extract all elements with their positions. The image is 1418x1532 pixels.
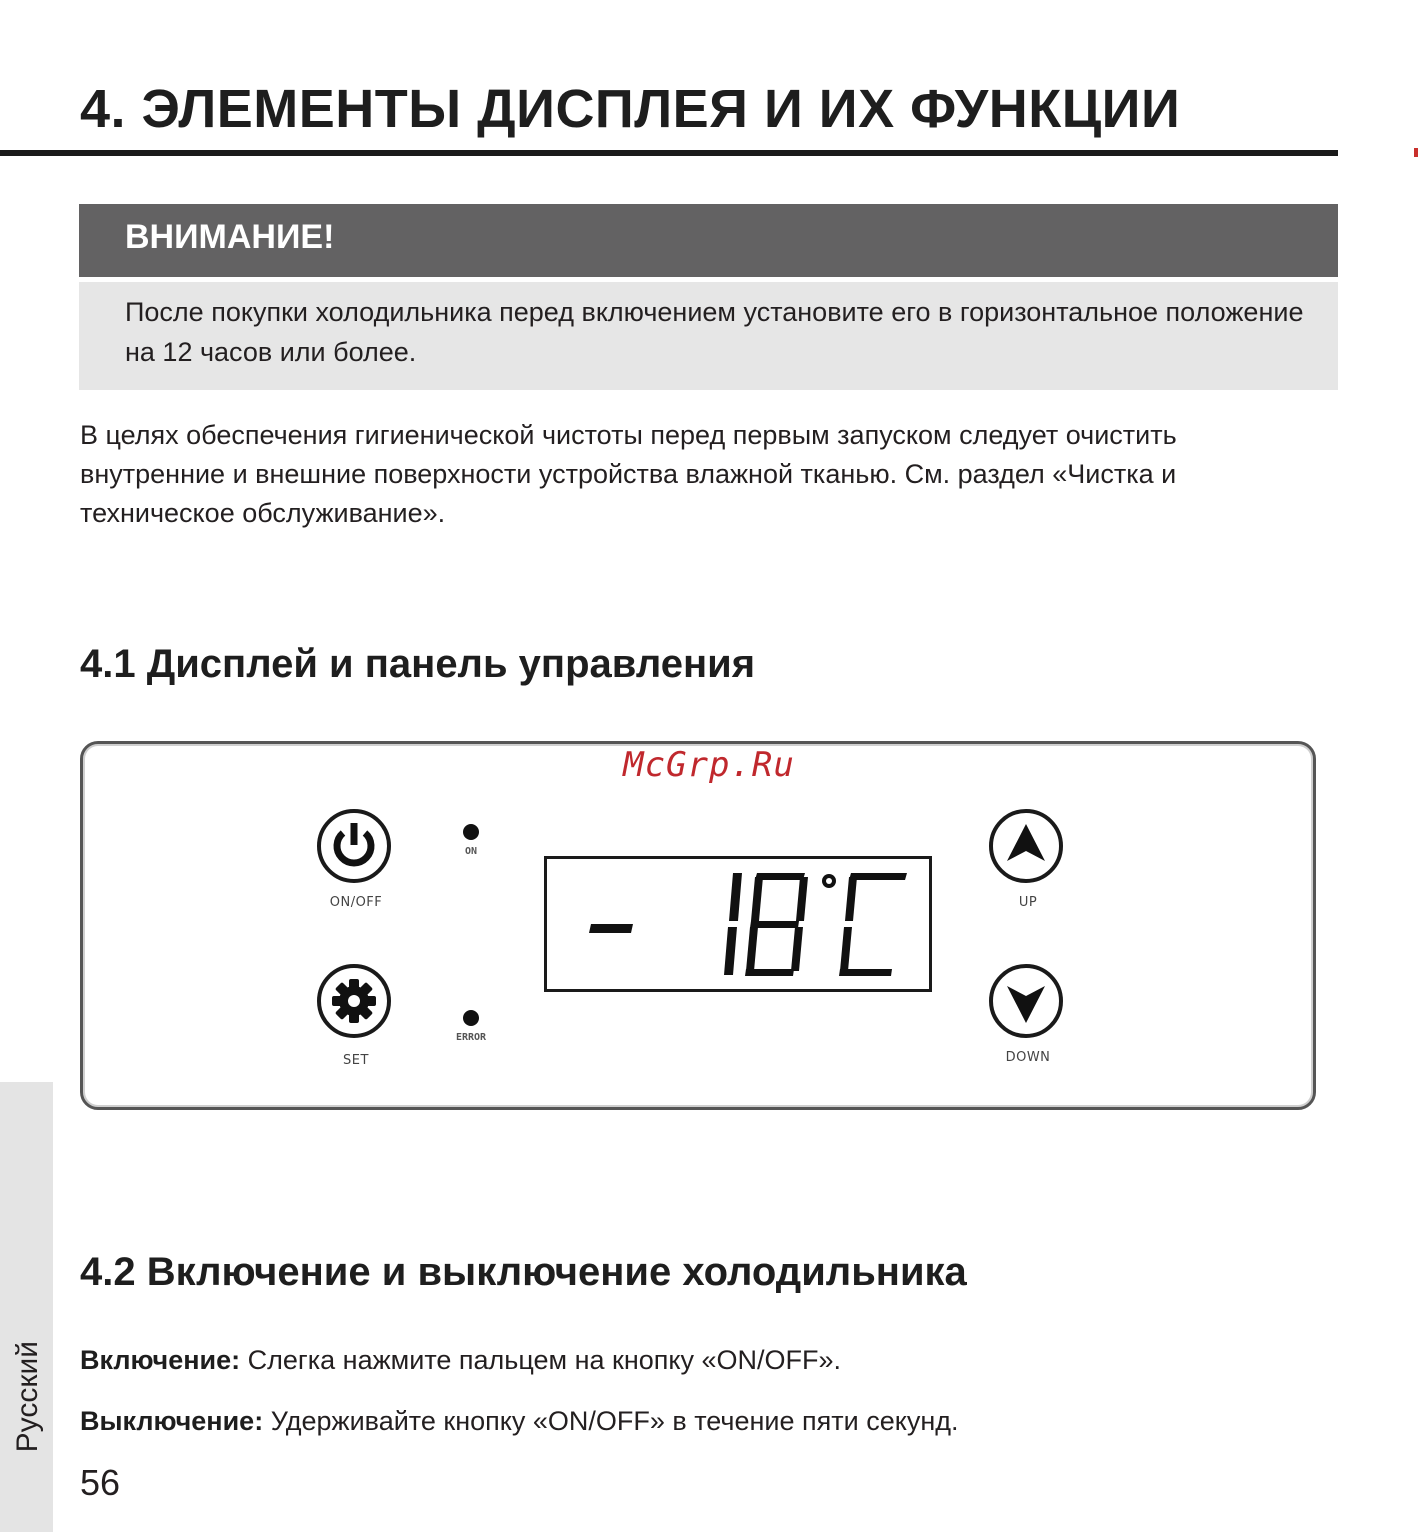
down-button	[989, 964, 1063, 1038]
page-title: 4. ЭЛЕМЕНТЫ ДИСПЛЕЯ И ИХ ФУНКЦИИ	[80, 79, 1181, 139]
warning-header	[79, 204, 1338, 277]
language-side-tab	[0, 1082, 53, 1532]
section-41-heading: 4.1 Дисплей и панель управления	[80, 642, 756, 686]
error-indicator-label: ERROR	[455, 1032, 487, 1043]
warning-box	[79, 282, 1338, 390]
gear-icon	[321, 968, 387, 1034]
edge-mark	[1414, 148, 1418, 157]
set-label: SET	[343, 1053, 369, 1068]
switch-off-paragraph	[80, 1406, 959, 1437]
down-label: DOWN	[1005, 1050, 1051, 1065]
switch-on-text: Слегка нажмите пальцем на кнопку «ON/OFF».	[240, 1345, 842, 1375]
language-label: Русский	[11, 1340, 44, 1452]
title-underline	[0, 150, 1338, 156]
section-42-heading: 4.2 Включение и выключение холодильника	[80, 1250, 967, 1294]
power-button	[317, 809, 391, 883]
up-button	[989, 809, 1063, 883]
on-indicator-label: ON	[464, 846, 478, 857]
page-number: 56	[80, 1462, 121, 1503]
temperature-display	[544, 856, 932, 992]
switch-off-label: Выключение:	[80, 1406, 264, 1436]
up-label: UP	[1018, 895, 1038, 910]
on-indicator-led	[463, 824, 479, 840]
warning-heading: ВНИМАНИЕ!	[125, 218, 335, 256]
power-icon	[321, 813, 387, 879]
switch-on-paragraph	[80, 1345, 841, 1376]
switch-on-label: Включение:	[80, 1345, 241, 1375]
on-off-label: ON/OFF	[329, 895, 383, 910]
warning-text: После покупки холодильника перед включением установите его в горизонтальное положение на 12 часов или более.	[125, 297, 1304, 367]
error-indicator-led	[463, 1010, 479, 1026]
watermark: McGrp.Ru	[623, 745, 795, 785]
down-arrow-icon	[993, 968, 1059, 1034]
temperature-readout-digits	[547, 859, 929, 989]
up-arrow-icon	[993, 813, 1059, 879]
intro-paragraph: В целях обеспечения гигиенической чистоты перед первым запуском следует очистить внутренние и внешние поверхности устройства влажной тканью. См. раздел «Чистка и техническое обслуживание».	[80, 420, 1177, 528]
set-button	[317, 964, 391, 1038]
switch-off-text: Удерживайте кнопку «ON/OFF» в течение пяти секунд.	[263, 1406, 959, 1436]
